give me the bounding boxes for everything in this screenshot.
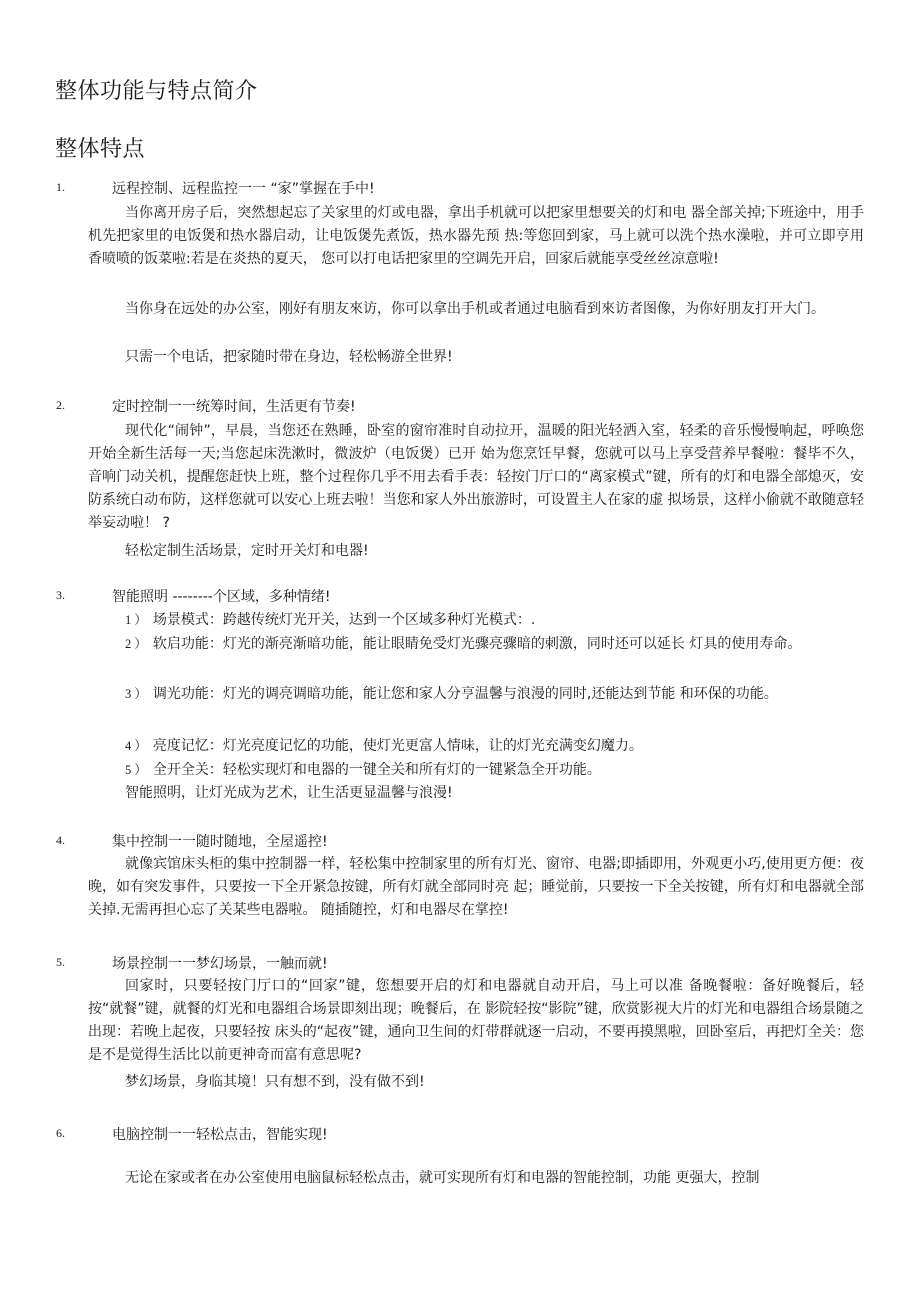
list-item-number: 2 ） [125, 637, 147, 651]
list-item [88, 682, 864, 706]
section-heading [0, 831, 920, 853]
list-item [88, 734, 864, 758]
paragraph: 当你离开房子后，突然想起忘了关家里的灯或电器，拿出手机就可以把家里想要关的灯和电 器全部关掉;下班途中，用手机先把家里的电饭煲和热水器启动，让电饭煲先煮饭，热水器先预 热:等您回到家，马上就可以洗个热水澡啦，并可立即亨用香喷喷的饭菜啦:若是在炎热的夏天， 您可以打电话把家里的空调先开启，回家后就能享受丝丝凉意啦! [88, 205, 864, 267]
section-title: 定时控制一一统筹时间，生活更有节奏! [112, 399, 356, 415]
section-heading [0, 953, 920, 975]
list-item-number: 3 ） [125, 687, 147, 701]
paragraph: 只需一个电话，把家随时带在身边，轻松畅游全世界! [125, 349, 453, 365]
section-number: 2. [56, 398, 65, 412]
section-title: 集中控制一一随时随地，全屋遥控! [112, 834, 328, 850]
paragraph: 当你身在远处的办公室，刚好有朋友來访，你可以拿出手机或者通过电脑看到來访者图像，为你好朋友打开大门。 [125, 301, 825, 317]
paragraph: 智能照明，让灯光成为艺术，让生活更显温馨与浪漫! [125, 785, 453, 801]
section-number: 1. [56, 180, 65, 194]
list-item [88, 632, 864, 656]
list-item-text: 调光功能：灯光的调亮调暗功能，能让您和家人分亨温馨与浪漫的同时,还能达到节能 和环保的功能。 [152, 686, 778, 702]
list-item-text: 亮度记忆：灯光亮度记忆的功能，使灯光更富人情味，让的灯光充满变幻魔力。 [152, 738, 643, 754]
section-number: 4. [56, 833, 65, 847]
section-title: 场景控制一一梦幻场景，一触而就! [112, 956, 328, 972]
paragraph: 梦幻场景，身临其境！只有想不到，没有做不到! [125, 1074, 425, 1090]
section-number: 5. [56, 955, 65, 969]
section-number: 6. [56, 1126, 65, 1140]
paragraph: 无论在家或者在办公室使用电脑鼠标轻松点击，就可实现所有灯和电器的智能控制，功能 更强大，控制 [125, 1170, 760, 1186]
section-title: 远程控制、远程监控一一 “家”掌握在手中! [112, 181, 375, 197]
list-item [88, 758, 864, 782]
paragraph: 轻松定制生活场景，定时开关灯和电器! [125, 543, 369, 559]
list-item-text: 软启功能：灯光的渐亮渐暗功能，能让眼睛免受灯光骤亮骤暗的刺激，同时还可以延长 灯具的使用寿命。 [152, 636, 802, 652]
list-item [88, 608, 864, 632]
document-title: 整体功能与特点简介 [55, 79, 258, 104]
section-heading [0, 586, 920, 608]
section-heading [0, 178, 920, 200]
section-heading [0, 396, 920, 418]
list-item-text: 场景模式：跨越传统灯光开关，达到一个区域多种灯光模式：. [152, 612, 536, 628]
list-item-number: 1 ） [125, 613, 147, 627]
list-item-number: 5 ） [125, 763, 147, 777]
section-heading [0, 1124, 920, 1146]
document-subtitle: 整体特点 [55, 137, 146, 162]
section-title: 电脑控制一一轻松点击，智能实现! [112, 1127, 328, 1143]
paragraph: 就像宾馆床头柜的集中控制器一样，轻松集中控制家里的所有灯光、窗帘、电器;即插即用，外观更小巧,使用更方便：夜晚，如有突发事件，只要按一下全开紧急按键，所有灯就全部同时亮 起；睡觉前，只要按一下全关按键，所有灯和电器就全部关掉.无需再担心忘了关某些电器啦。 随插随控，灯和电器尽在掌控! [88, 856, 864, 918]
section-number: 3. [56, 588, 65, 602]
paragraph: 现代化“闹钟”，早晨，当您还在熟睡，卧室的窗帘准时自动拉开，温暖的阳光轻洒入室，轻柔的音乐慢慢响起，呼唤您开始全新生活每一天;当您起床洗漱时，微波炉（电饭煲）已开 始为您烹饪早餐，您就可以马上享受营养早餐啦：餐毕不久，音响门动关机，提醒您赶快上班，整个过程你几乎不用去看手表：轻按门厅口的“离家模式”键，所有的灯和电器全部熄灭，安 防系统白动布防，这样您就可以安心上班去啦！当您和家人外出旅游时，可设置主人在家的虚 拟场景，这样小偷就不敢随意轻举妄动啦！ ? [88, 423, 864, 531]
paragraph: 回家时，只要轻按门厅口的“回家”键，您想要开启的灯和电器就自动开启，马上可以准 备晚餐啦：备好晚餐后，轻按“就餐”键，就餐的灯光和电器组合场景即刻出现；晚餐后，在 影院轻按“影院”键，欣赏影视大片的灯光和电器组合场景随之出现：若晚上起夜，只要轻按 床头的“起夜”键，通向卫生间的灯带群就逐一启动，不要再摸黑啦，回卧室后，再把灯全关：您是不是觉得生活比以前更神奇而富有意思呢? [88, 978, 864, 1063]
list-item-text: 全开全关：轻松实现灯和电器的一键全关和所有灯的一键紧急全开功能。 [152, 762, 601, 778]
section-title: 智能照明 --------个区域，多种情绪! [112, 589, 331, 605]
list-item-number: 4 ） [125, 739, 147, 753]
